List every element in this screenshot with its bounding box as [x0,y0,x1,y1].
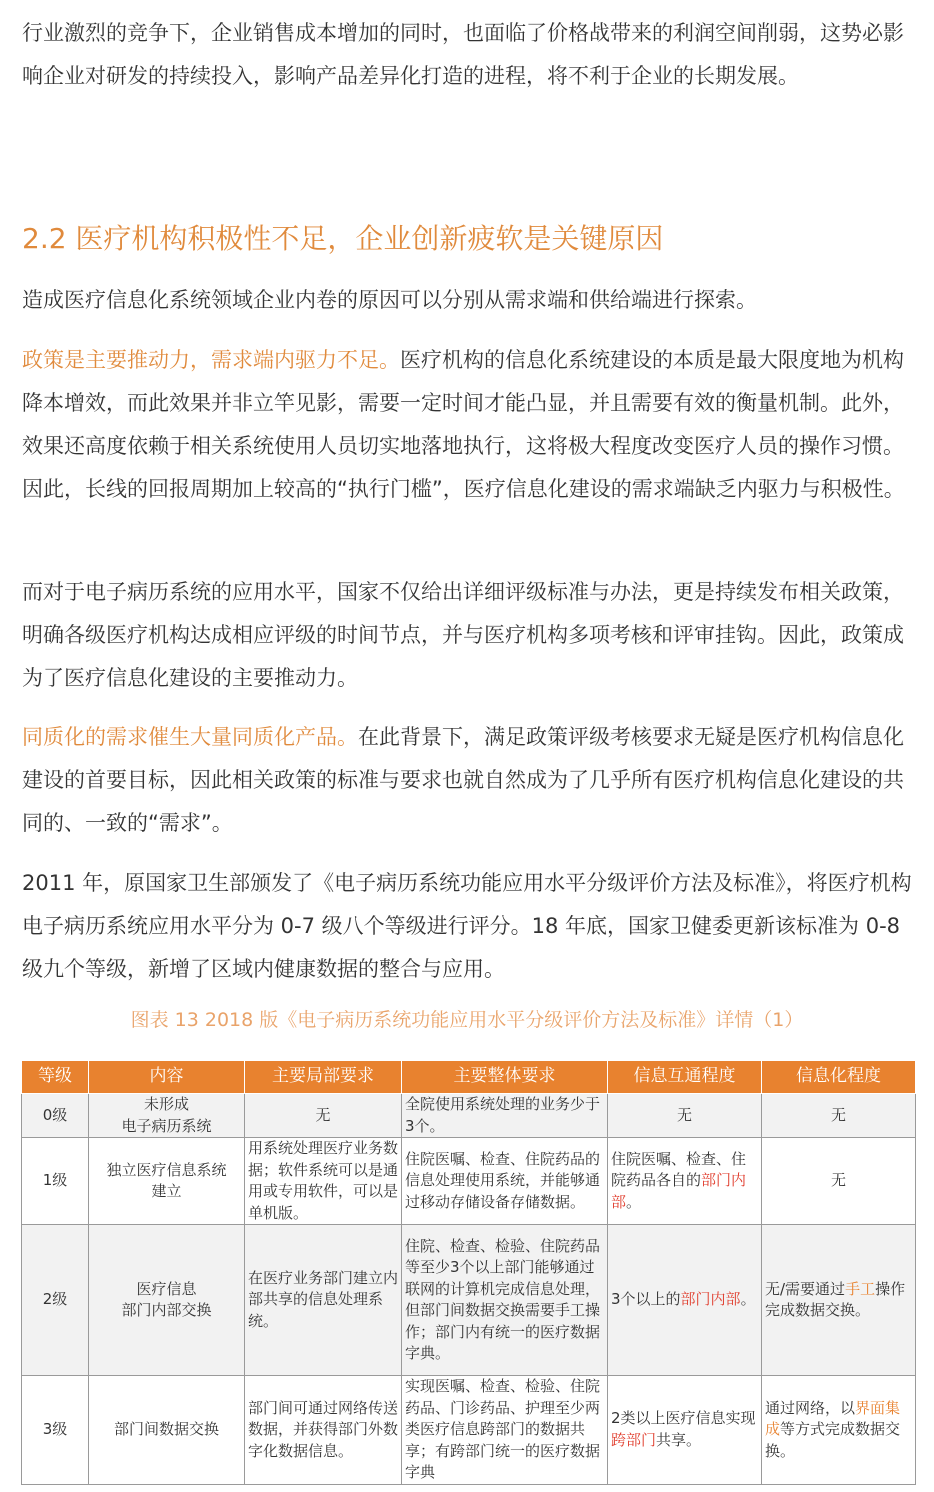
interop-mark: 跨部门 [611,1430,657,1449]
cell-level: 3级 [22,1376,89,1485]
cell-interop [608,1138,762,1225]
interop-mark: 部门内部 [611,1171,747,1211]
cell-local: 用系统处理医疗业务数据；软件系统可以是通用或专用软件，可以是单机版。 [245,1138,402,1225]
emr-level-table [21,1060,916,1485]
cell-content: 医疗信息 部门内部交换 [89,1225,245,1376]
cell-interop [608,1225,762,1376]
cell-local: 部门间可通过网络传送数据，并获得部门外数字化数据信息。 [245,1376,402,1485]
standard-2011-paragraph: 2011 年，原国家卫生部颁发了《电子病历系统功能应用水平分级评价方法及标准》，将医疗机构电子病历系统应用水平分为 0-7 级八个等级进行评分。18 年底，国家卫健委更新该标准为 0-8 级九个等级，新增了区域内健康数据的整合与应用。 [22,871,912,981]
info-text-end: 操作完成数据交换。 [765,1279,906,1319]
figure-caption: 图表 13 2018 版《电子病历系统功能应用水平分级评价方法及标准》详情（1） [130,1009,804,1031]
interop-text: 无 [676,1105,692,1124]
interop-text: 住院医嘱、检查、住院药品各自的 [611,1149,747,1190]
cell-info [762,1376,916,1485]
intro-paragraph: 行业激烈的竞争下，企业销售成本增加的同时，也面临了价格战带来的利润空间削弱，这势必影响企业对研发的持续投入，影响产品差异化打造的进程，将不利于企业的长期发展。 [22,21,904,88]
interop-text-end: 。 [626,1192,642,1211]
info-text: 无/需要通过 [765,1279,846,1298]
cell-info [762,1138,916,1225]
info-text: 无 [830,1105,846,1124]
info-text-end: 等方式完成数据交换。 [765,1420,901,1460]
cell-info [762,1094,916,1138]
cell-local: 在医疗业务部门建立内部共享的信息处理系统。 [245,1225,402,1376]
cell-level: 0级 [22,1094,89,1138]
header-local-requirement: 主要局部要求 [245,1061,402,1094]
homogeneous-paragraph [22,716,914,845]
info-text: 通过网络，以 [765,1398,856,1417]
header-content: 内容 [89,1061,245,1094]
interop-text-end: 共享。 [656,1430,702,1449]
info-mark: 手工 [845,1279,876,1298]
policy-body: 医疗机构的信息化系统建设的本质是最大限度地为机构降本增效，而此效果并非立竿见影，需要一定时间才能凸显，并且需要有效的衡量机制。此外，效果还高度依赖于相关系统使用人员切实地落地执行，这将极大程度改变医疗人员的操作习惯。因此，长线的回报周期加上较高的“执行门槛”，医疗信息化建设的需求端缺乏内驱力与积极性。 [22,348,905,501]
table-row [22,1376,916,1485]
cell-interop [608,1376,762,1485]
cell-info [762,1225,916,1376]
cell-content: 未形成 电子病历系统 [89,1094,245,1138]
interop-text: 2类以上医疗信息实现 [611,1409,756,1428]
header-level: 等级 [22,1061,89,1094]
cell-content: 独立医疗信息系统 建立 [89,1138,245,1225]
homogeneous-body: 在此背景下，满足政策评级考核要求无疑是医疗机构信息化建设的首要目标，因此相关政策的标准与要求也就自然成为了几乎所有医疗机构信息化建设的共同的、一致的“需求”。 [22,725,904,835]
table-row [22,1225,916,1376]
policy-paragraph [22,339,914,511]
cell-level: 1级 [22,1138,89,1225]
header-informatization: 信息化程度 [762,1061,916,1094]
cell-overall: 实现医嘱、检查、检验、住院药品、门诊药品、护理至少两类医疗信息跨部门的数据共享；有跨部门统一的医疗数据字典 [402,1376,608,1485]
table-row [22,1094,916,1138]
interop-text-end: 。 [740,1290,756,1309]
emr-paragraph: 而对于电子病历系统的应用水平，国家不仅给出详细评级标准与办法，更是持续发布相关政策，明确各级医疗机构达成相应评级的时间节点，并与医疗机构多项考核和评审挂钩。因此，政策成为了医疗信息化建设的主要推动力。 [22,580,904,690]
cell-local: 无 [245,1094,402,1138]
header-interoperability: 信息互通程度 [608,1061,762,1094]
cause-paragraph: 造成医疗信息化系统领域企业内卷的原因可以分别从需求端和供给端进行探索。 [22,288,757,312]
interop-mark: 部门内部 [680,1290,741,1309]
interop-text: 3个以上的 [611,1290,681,1309]
header-overall-requirement: 主要整体要求 [402,1061,608,1094]
cell-overall: 住院、检查、检验、住院药品等至少3个以上部门能够通过联网的计算机完成信息处理，但部门间数据交换需要手工操作；部门内有统一的医疗数据字典。 [402,1225,608,1376]
cell-overall: 住院医嘱、检查、住院药品的信息处理使用系统，并能够通过移动存储设备存储数据。 [402,1138,608,1225]
cell-level: 2级 [22,1225,89,1376]
policy-highlight: 政策是主要推动力，需求端内驱力不足。 [22,348,400,372]
table-header-row [22,1061,916,1094]
section-heading: 2.2 医疗机构积极性不足，企业创新疲软是关键原因 [22,222,664,255]
cell-overall: 全院使用系统处理的业务少于3个。 [402,1094,608,1138]
info-text: 无 [830,1171,846,1190]
cell-content: 部门间数据交换 [89,1376,245,1485]
cell-interop [608,1094,762,1138]
table-row [22,1138,916,1225]
info-mark: 界面集成 [765,1398,901,1438]
homogeneous-highlight: 同质化的需求催生大量同质化产品。 [22,725,358,749]
